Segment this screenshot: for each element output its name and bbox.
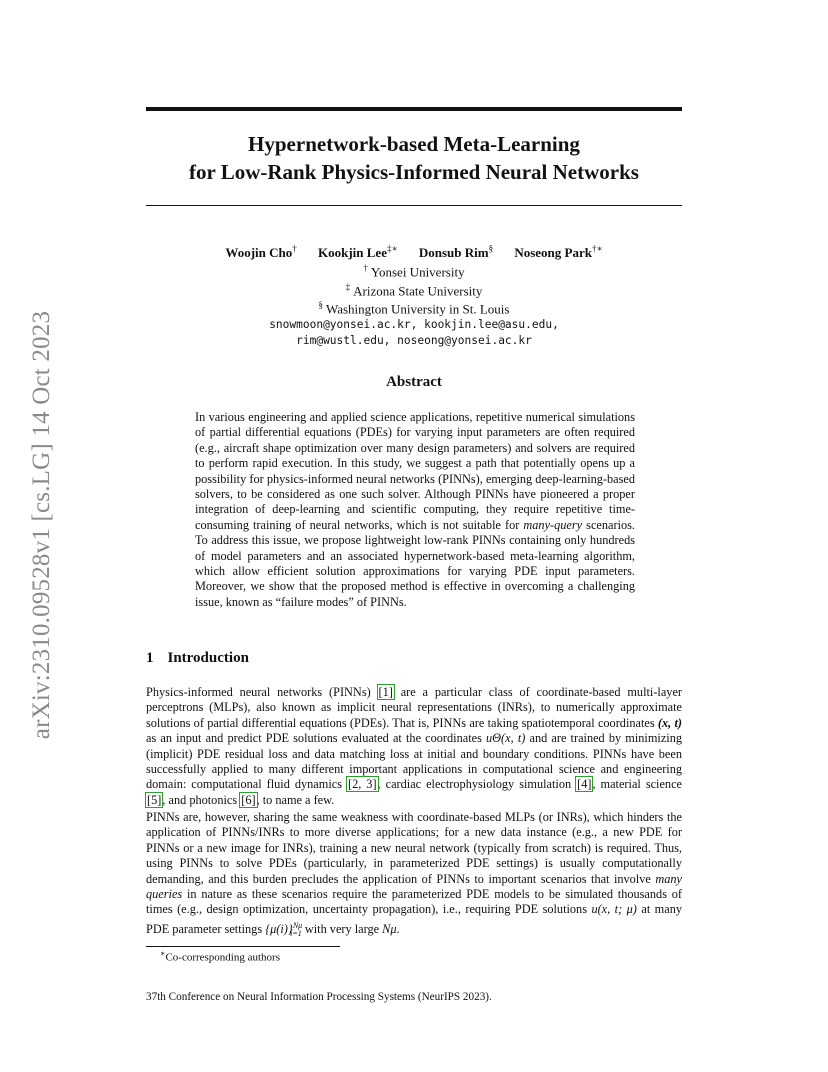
citation-link[interactable]: [1] <box>378 685 393 699</box>
title-line-1: Hypernetwork-based Meta-Learning <box>248 132 580 156</box>
citation-link[interactable]: [5] <box>147 792 162 807</box>
body-emphasis: many queries <box>146 871 682 902</box>
section-title: Introduction <box>167 650 249 666</box>
body-text: Physics-informed neural networks (PINNs) <box>146 685 378 699</box>
author-marks: § <box>488 244 494 254</box>
footnote <box>160 949 280 964</box>
footnote-rule <box>146 946 340 947</box>
math-subscript: i=1 <box>290 929 302 939</box>
inline-math: uΘ(x, t) <box>486 731 526 746</box>
math-superscript: Nμ <box>292 920 303 930</box>
inline-math: u(x, t; μ) <box>591 902 637 917</box>
title-bottom-rule <box>146 205 682 206</box>
author-marks: † <box>292 244 297 254</box>
body-text: and are trained by minimizing (implicit) PDE residual loss and data matching loss at initial and boundary conditions. PINNs have been successfully applied to many different important applications in computational science and engineering domain: computational fluid dynamics <box>146 731 682 792</box>
citation-link[interactable]: [4] <box>577 777 592 792</box>
body-text: in nature as these scenarios require the parameterized PDE models to be simulated thousands of times (e.g., design optimization, uncertainty propagation), i.e., requiring PDE solutions <box>146 887 682 917</box>
section-number: 1 <box>146 650 154 666</box>
affiliation-name: Arizona State University <box>353 282 483 298</box>
affiliation-name: Yonsei University <box>370 264 465 280</box>
section-heading <box>146 650 249 667</box>
body-text: , to name a few. <box>256 792 335 807</box>
inline-math: (x, t) <box>657 715 683 730</box>
arxiv-stamp-text: arXiv:2310.09528v1 [cs.LG] 14 Oct 2023 <box>28 310 55 740</box>
email-line: snowmoon@yonsei.ac.kr, kookjin.lee@asu.edu, <box>269 318 559 332</box>
author <box>225 245 296 260</box>
author-name: Woojin Cho <box>225 245 293 261</box>
affiliation-mark: ‡ <box>345 281 351 292</box>
author <box>514 245 602 260</box>
body-text: , cardiac electrophysiology simulation <box>377 777 577 792</box>
footnote-mark: ∗ <box>160 949 166 958</box>
author-marks: †∗ <box>591 244 603 254</box>
affiliation <box>146 261 682 280</box>
author-block <box>146 242 682 349</box>
body-text: , material science <box>592 777 682 792</box>
body-text: . <box>396 921 400 936</box>
affiliation-mark: † <box>363 262 368 273</box>
body-text: at many PDE parameter settings <box>146 902 683 936</box>
inline-math: Nμ <box>382 921 397 936</box>
affiliation-name: Washington University in St. Louis <box>326 301 510 317</box>
abstract-heading: Abstract <box>386 374 442 390</box>
body-text: are a particular class of coordinate-based multi-layer perceptrons (MLPs), also known as implicit neural representations (INRs), to numerically approximate solutions of partial differential equations (PDEs). That is, PINNs are taking spatiotemporal coordinates <box>146 685 682 730</box>
body-text: PINNs are, however, sharing the same weakness with coordinate-based MLPs (or INRs), which hinders the application of PINNs/INRs to more diverse applications; for a new data instance (e.g., a new PDE for PINNs or a new image for INRs), training a new neural network (typically from scratch) is required. Thus, using PINNs to solve PDEs (particularly, in parameterized PDE settings) is usually computationally demanding, and this burden precludes the application of PINNs to important scenarios that involve <box>146 810 682 886</box>
abstract-text: scenarios. To address this issue, we propose lightweight low-rank PINNs containing only hundreds of model parameters and an associated hypernetwork-based meta-learning algorithm, which allow efficient solution approximations for varying PDE input parameters. Moreover, we show that the proposed method is effective in overcoming a challenging issue, known as “failure modes” of PINNs. <box>195 517 636 609</box>
author-marks: ‡∗ <box>386 244 398 254</box>
email-line: rim@wustl.edu, noseong@yonsei.ac.kr <box>296 334 532 348</box>
affiliation-mark: § <box>318 300 323 311</box>
abstract-emphasis: many-query <box>523 517 583 532</box>
title-line-2: for Low-Rank Physics-Informed Neural Networks <box>189 160 639 184</box>
arxiv-identifier-stamp <box>22 290 62 760</box>
author <box>419 245 493 260</box>
author-name: Kookjin Lee <box>317 245 387 261</box>
body-text: as an input and predict PDE solutions evaluated at the coordinates <box>146 731 487 746</box>
citation-link[interactable]: [6] <box>241 792 256 807</box>
title-top-rule <box>146 107 682 111</box>
paper-title <box>146 130 682 186</box>
body-text: with very large <box>301 921 383 936</box>
intro-paragraph-1 <box>146 685 682 808</box>
math-set: {μ(i)} <box>265 921 293 936</box>
inline-math <box>265 920 303 939</box>
abstract-text: In various engineering and applied science applications, repetitive numerical simulations of partial differential equations (PDEs) for varying input parameters are often required (e.g., aircraft shape optimization over many design parameters) and solvers are required to perform rapid execution. In this study, we suggest a path that potentially opens up a possibility for physics-informed neural networks (PINNs), emerging deep-learning-based solvers, to be considered as one such solver. Although PINNs have pioneered a proper integration of deep-learning and scientific computing, they require repetitive time-consuming training of neural networks, which is not suitable for <box>195 410 635 532</box>
author-name: Noseong Park <box>514 245 592 261</box>
abstract-body <box>195 410 635 610</box>
footnote-text: Co-corresponding authors <box>165 951 280 964</box>
author-name: Donsub Rim <box>418 245 489 261</box>
author <box>318 245 398 260</box>
body-text: , and photonics <box>162 792 241 807</box>
affiliation <box>146 280 682 299</box>
affiliation <box>146 298 682 317</box>
citation-link[interactable]: [2, 3] <box>347 777 377 792</box>
intro-paragraph-2 <box>146 810 682 942</box>
conference-notice: 37th Conference on Neural Information Processing Systems (NeurIPS 2023). <box>146 991 492 1003</box>
author-list <box>146 242 682 261</box>
